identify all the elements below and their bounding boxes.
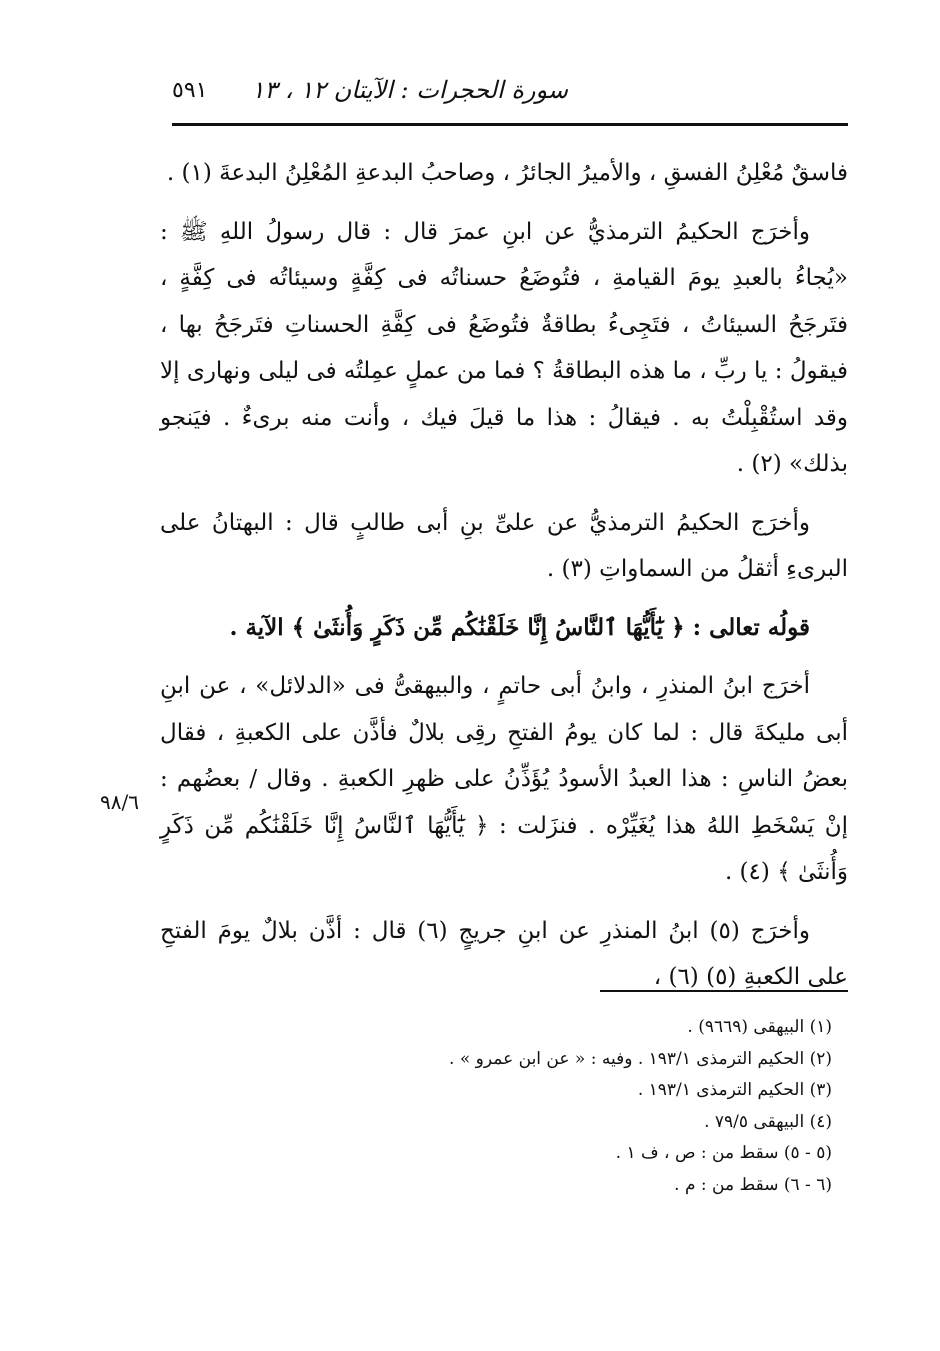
footnote: (٣) الحكيم الترمذى ١٩٣/١ . bbox=[637, 1080, 832, 1100]
paragraph: أخرَج ابنُ المنذرِ ، وابنُ أبى حاتمٍ ، والبيهقىُّ فى «الدلائل» ، عن ابنِ أبى مليكةَ قال : لما كان يومُ الفتحِ رقِى بلالٌ فأذَّن على الكعبةِ ، فقال بعضُ الناسِ : هذا العبدُ الأسودُ يُؤَذِّنُ على ظهرِ الكعبةِ . وقال / بعضُهم : إنْ يَسْخَطِ اللهُ هذا يُغَيِّرْه . فنزَلت : ﴿ يَٰٓأَيُّهَا ٱلنَّاسُ إِنَّا خَلَقْنَٰكُم مِّن ذَكَرٍ وَأُنثَىٰ ﴾ (٤) . bbox=[160, 673, 848, 885]
footnote: (٢) الحكيم الترمذى ١٩٣/١ . وفيه : « عن ابن عمرو » . bbox=[449, 1048, 832, 1069]
header-rule bbox=[172, 123, 848, 126]
main-text bbox=[160, 150, 848, 1013]
footnote: (٤) البيهقى ٧٩/٥ . bbox=[704, 1111, 832, 1132]
paragraph: فاسقٌ مُعْلِنُ الفسقِ ، والأميرُ الجائرُ ، وصاحبُ البدعةِ المُعْلِنُ البدعةَ (١) . bbox=[166, 160, 848, 186]
margin-reference: ٩٨/٦ bbox=[100, 790, 139, 814]
paragraph: وأخرَج (٥) ابنُ المنذرِ عن ابنِ جريجٍ (٦) قال : أذَّن بلالٌ يومَ الفتحِ على الكعبةِ (٥) (٦) ، bbox=[160, 917, 848, 990]
paragraph: وأخرَج الحكيمُ الترمذيُّ عن ابنِ عمرَ قال : قال رسولُ اللهِ ﷺ : «يُجاءُ بالعبدِ يومَ القيامةِ ، فتُوضَعُ حسناتُه فى كِفَّةٍ وسيئاتُه فى كِفَّةٍ ، فتَرجَحُ السيئاتُ ، فتَجِىءُ بطاقةٌ فتُوضَعُ فى كِفَّةِ الحسناتِ فتَرجَحُ بها ، فيقولُ : يا ربِّ ، ما هذه البطاقةُ ؟ فما من عملٍ عمِلتُه فى ليلى ونهارى إلا وقد استُقْبِلْتُ به . فيقالُ : هذا ما قيلَ فيك ، وأنت منه برىءٌ . فيَنجو بذلك» (٢) . bbox=[160, 218, 848, 477]
verse-heading: قولُه تعالى : ﴿ يَٰٓأَيُّهَا ٱلنَّاسُ إِنَّا خَلَقْنَٰكُم مِّن ذَكَرٍ وَأُنثَىٰ ﴾ الآية . bbox=[229, 613, 810, 641]
page-header bbox=[172, 76, 848, 116]
footnote-rule bbox=[600, 990, 848, 992]
paragraph: وأخرَج الحكيمُ الترمذيُّ عن علىِّ بنِ أبى طالبٍ قال : البهتانُ على البرىءِ أثقلُ من السماواتِ (٣) . bbox=[160, 509, 848, 582]
footnotes bbox=[272, 1012, 832, 1201]
footnote: (١) البيهقى (٩٦٦٩) . bbox=[687, 1017, 832, 1037]
running-title: سورة الحجرات : الآيتان ١٢ ، ١٣ bbox=[251, 76, 568, 104]
footnote: (٦ - ٦) سقط من : م . bbox=[674, 1174, 832, 1195]
page-number: ٥٩١ bbox=[172, 78, 208, 103]
footnote: (٥ - ٥) سقط من : ص ، ف ١ . bbox=[615, 1143, 832, 1163]
